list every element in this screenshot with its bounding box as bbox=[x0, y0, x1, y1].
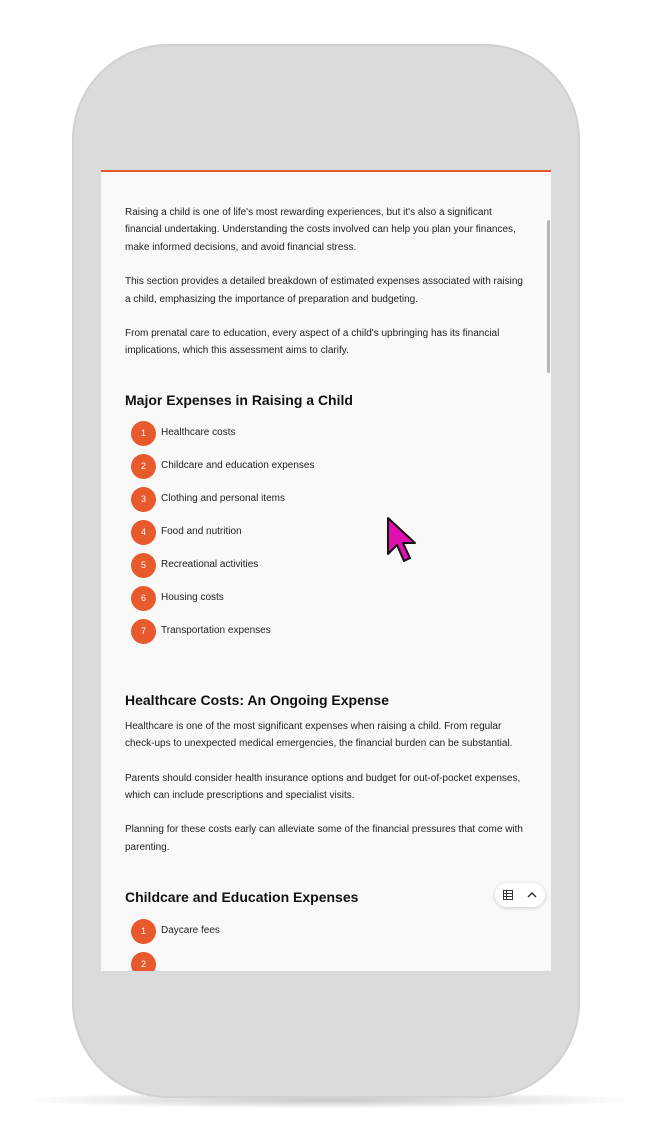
list-item bbox=[125, 520, 525, 553]
screen[interactable] bbox=[101, 170, 551, 971]
list-item bbox=[125, 586, 525, 619]
number-badge: 7 bbox=[131, 619, 156, 644]
list-item bbox=[125, 553, 525, 586]
section-heading-major-expenses: Major Expenses in Raising a Child bbox=[125, 391, 353, 408]
list-item bbox=[125, 421, 525, 454]
intro-paragraph-2: This section provides a detailed breakdown of estimated expenses associated with raising a child, emphasizing the importance of preparation and budgeting. bbox=[125, 276, 523, 305]
article-content bbox=[125, 204, 525, 971]
number-badge: 6 bbox=[131, 586, 156, 611]
healthcare-paragraph-3: Planning for these costs early can alleviate some of the financial pressures that come with parenting. bbox=[125, 824, 523, 853]
healthcare-paragraph-1: Healthcare is one of the most significant expenses when raising a child. From regular check-ups to unexpected medical emergencies, the financial burden can be substantial. bbox=[125, 720, 513, 750]
section-heading-childcare: Childcare and Education Expenses bbox=[125, 889, 359, 906]
number-badge: 5 bbox=[131, 553, 156, 578]
healthcare-paragraph-2: Parents should consider health insurance options and budget for out-of-pocket expenses, which can include prescriptions and specialist visits. bbox=[125, 772, 521, 802]
list-item-label: Housing costs bbox=[161, 591, 224, 603]
cursor-icon bbox=[386, 516, 418, 564]
list-item bbox=[125, 919, 525, 952]
accent-top-line bbox=[101, 170, 551, 172]
list-item-label: Daycare fees bbox=[161, 925, 220, 937]
scrollbar-thumb[interactable] bbox=[547, 220, 550, 373]
number-badge: 3 bbox=[131, 487, 156, 512]
number-badge: 1 bbox=[131, 919, 156, 944]
list-item-label: Childcare and education expenses bbox=[161, 459, 315, 471]
major-expenses-list bbox=[125, 421, 525, 652]
number-badge: 1 bbox=[131, 421, 156, 446]
number-badge: 2 bbox=[131, 454, 156, 479]
childcare-expenses-list bbox=[125, 919, 525, 971]
list-item bbox=[125, 454, 525, 487]
list-item-label: Healthcare costs bbox=[161, 426, 236, 438]
list-item-label: Transportation expenses bbox=[161, 624, 271, 636]
list-item bbox=[125, 487, 525, 520]
number-badge: 2 bbox=[131, 952, 156, 971]
list-item-label: Recreational activities bbox=[161, 558, 259, 570]
section-heading-healthcare: Healthcare Costs: An Ongoing Expense bbox=[125, 691, 389, 708]
list-item-label: Clothing and personal items bbox=[161, 492, 285, 504]
table-icon[interactable] bbox=[503, 890, 513, 900]
number-badge: 4 bbox=[131, 520, 156, 545]
intro-paragraph-1: Raising a child is one of life's most rewarding experiences, but it's also a significant financial undertaking. Understanding the costs involved can help you plan your finances, make informed decisions, and avoid financial stress. bbox=[125, 207, 516, 253]
floating-toc-button[interactable] bbox=[495, 883, 545, 907]
list-item bbox=[125, 952, 525, 971]
intro-paragraph-3: From prenatal care to education, every aspect of a child's upbringing has its financial implications, which this assessment aims to clarify. bbox=[125, 328, 500, 357]
list-item bbox=[125, 619, 525, 652]
list-item-label: Food and nutrition bbox=[161, 525, 242, 537]
chevron-up-icon[interactable] bbox=[527, 891, 537, 899]
